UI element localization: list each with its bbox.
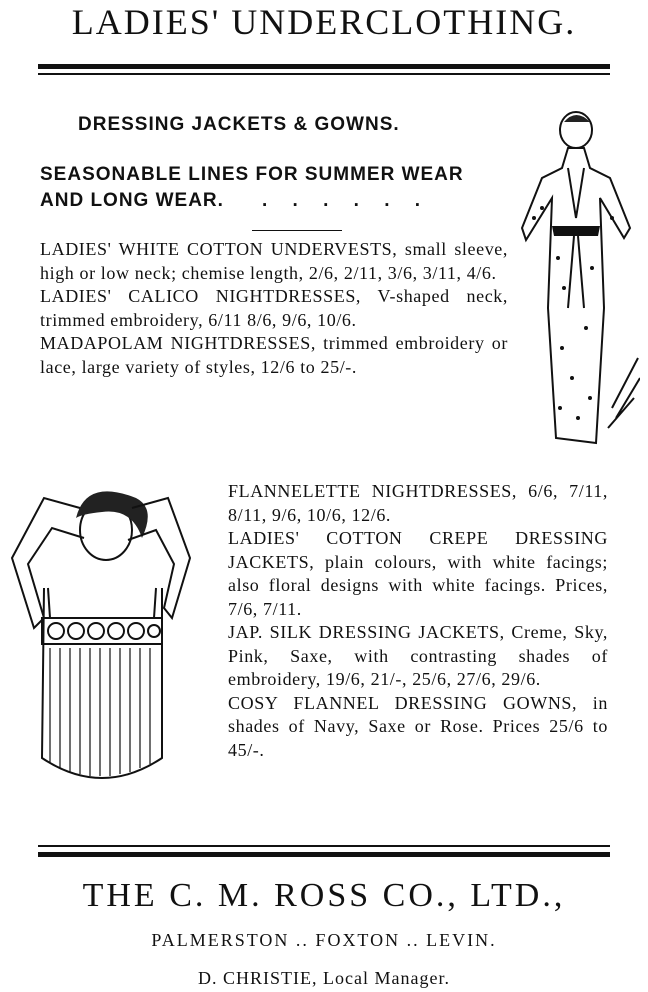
section-heading: DRESSING JACKETS & GOWNS. [78,114,400,135]
section-subheading-line1: SEASONABLE LINES FOR SUMMER WEAR [40,164,464,185]
top-rule-thin [38,73,610,75]
company-name: THE C. M. ROSS CO., LTD., [82,877,566,914]
top-rule-thick [38,64,610,69]
item-calico-nightdresses: LADIES' CALICO NIGHTDRESSES, V-shaped neck, trimmed embroidery, 6/11 8/6, 9/6, 10/6. [40,286,508,330]
item-madapolam-nightdresses: MADAPOLAM NIGHTDRESSES, trimmed embroidery or lace, large variety of styles, 12/6 to 25/-. [40,333,508,377]
item-undervests: LADIES' WHITE COTTON UNDERVESTS, small sleeve, high or low neck; chemise length, 2/6, 2/11, 3/6, 3/11, 4/6. [40,239,508,283]
item-cotton-crepe-jackets: LADIES' COTTON CREPE DRESSING JACKETS, plain colours, with white facings; also floral designs with white facings. Prices, 7/6, 7/11. [228,528,608,619]
company-towns: PALMERSTON .. FOXTON .. LEVIN. [151,930,497,950]
local-manager: D. CHRISTIE, Local Manager. [198,968,450,988]
bottom-rule-thick [38,852,610,857]
item-flannel-gowns: COSY FLANNEL DRESSING GOWNS, in shades of Navy, Saxe or Rose. Prices 25/6 to 45/-. [228,692,608,760]
item-jap-silk-jackets: JAP. SILK DRESSING JACKETS, Creme, Sky, Pink, Saxe, with contrasting shades of embroidery, 19/6, 21/-, 25/6, 27/6, 29/6. [228,622,608,689]
section-subheading-dots: . . . . . . [262,190,431,211]
divider-short [252,230,342,231]
section-subheading-line2: AND LONG WEAR. [40,190,224,211]
undervest-illustration [4,478,204,808]
gown-illustration [512,108,640,478]
bottom-rule-thin [38,845,610,847]
item-flannelette-nightdresses: FLANNELETTE NIGHTDRESSES, 6/6, 7/11, 8/11, 9/6, 10/6, 12/6. [228,481,608,525]
left-items [40,238,508,379]
page-title: LADIES' UNDERCLOTHING. [71,2,577,42]
right-items [228,480,608,762]
